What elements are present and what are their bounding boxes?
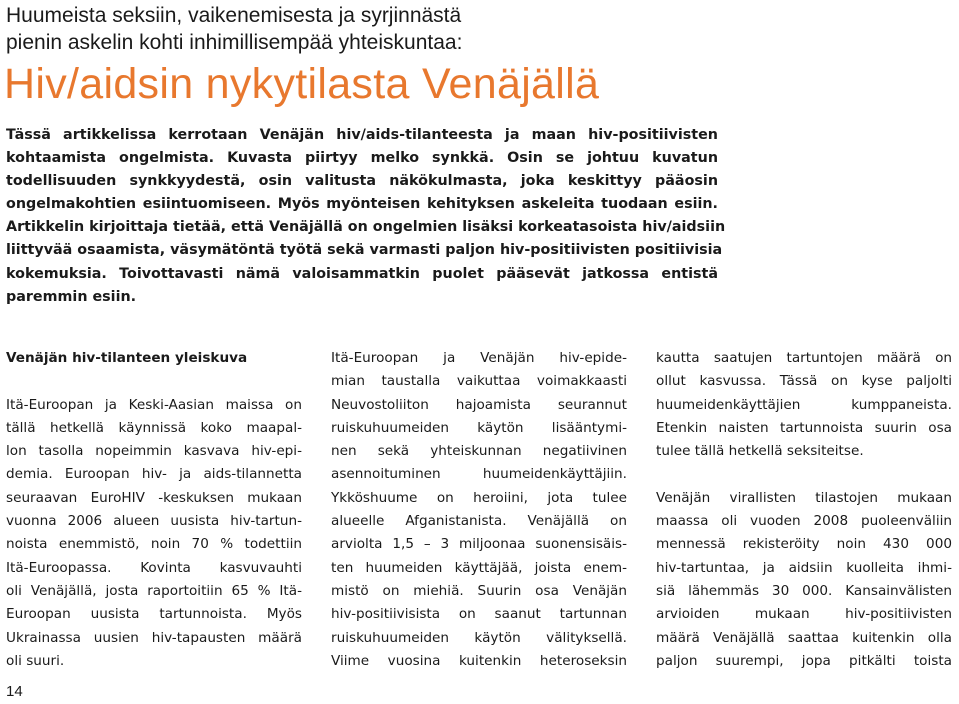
body-line: ten huumeiden käyttäjää, joista enem- xyxy=(331,559,627,576)
lead-line: todellisuuden synkkyydestä, osin valitusta näkökulmasta, joka keskittyy pääosin xyxy=(6,173,718,190)
body-line: ollut kasvussa. Tässä on kyse paljolti xyxy=(656,373,952,390)
page-number: 14 xyxy=(6,683,23,700)
column-1 xyxy=(6,347,302,673)
kicker-line: pienin askelin kohti inhimillisempää yhteiskuntaa: xyxy=(6,31,463,54)
body-line: huumeidenkäyttäjien kumppaneista. xyxy=(656,396,952,413)
body-line: lon tasolla nopeimmin kasvava hiv-epi- xyxy=(6,443,302,460)
article-title: Hiv/aidsin nykytilasta Venäjällä xyxy=(4,60,600,108)
body-line: paljon suurempi, jopa pitkälti toista xyxy=(656,652,952,669)
paragraph-gap xyxy=(656,463,952,486)
body-line: noista enemmistö, noin 70 % todettiin xyxy=(6,536,302,553)
body-line: Ukrainassa uusien hiv-tapausten määrä xyxy=(6,629,302,646)
body-line: Ykköshuume on heroiini, jota tulee xyxy=(331,489,627,506)
lead-line: liittyvää osaamista, väsymätöntä työtä sekä varmasti paljon hiv-positiivisten positiivisia xyxy=(6,242,723,259)
lead-line: kohtaamista ongelmista. Kuvasta piirtyy melko synkkä. Osin se johtuu kuvatun xyxy=(6,150,718,167)
column-2 xyxy=(331,347,627,673)
lead-line: Artikkelin kirjoittaja tietää, että Venäjällä on ongelmien lisäksi korkeatasoista hiv/aidsiin xyxy=(6,219,726,236)
body-line: asennoituminen huumeidenkäyttäjiin. xyxy=(331,466,627,483)
body-line: nen sekä yhteiskunnan negatiivinen xyxy=(331,443,627,460)
paragraph-gap xyxy=(6,370,302,393)
body-line: Itä-Euroopan ja Keski-Aasian maissa on xyxy=(6,396,302,413)
body-line: demia. Euroopan hiv- ja aids-tilannetta xyxy=(6,466,302,483)
lead-line: kokemuksia. Toivottavasti nämä valoisammatkin puolet pääsevät jatkossa entistä xyxy=(6,265,718,282)
body-line: vuonna 2006 alueen uusista hiv-tartun- xyxy=(6,513,302,530)
body-line: tällä hetkellä käynnissä koko maapal- xyxy=(6,419,302,436)
lead-line: Tässä artikkelissa kerrotaan Venäjän hiv/aids-tilanteesta ja maan hiv-positiivisten xyxy=(6,127,718,143)
body-line: hiv-tartuntaa, ja aidsiin kuolleita ihmi- xyxy=(656,559,952,576)
body-line: oli suuri. xyxy=(6,652,65,669)
body-line: Neuvostoliiton hajoamista seurannut xyxy=(331,396,627,413)
body-line: mennessä rekisteröity noin 430 000 xyxy=(656,536,952,553)
kicker-line: Huumeista seksiin, vaikenemisesta ja syrjinnästä xyxy=(6,4,462,27)
section-heading: Venäjän hiv-tilanteen yleiskuva xyxy=(6,350,248,366)
body-line: hiv-positiivisista on saanut tartunnan xyxy=(331,606,627,623)
body-line: tulee tällä hetkellä seksiteitse. xyxy=(656,443,864,460)
body-line: siä lähemmäs 30 000. Kansainvälisten xyxy=(656,582,952,599)
body-line: arviolta 1,5 – 3 miljoonaa suonensisäis- xyxy=(331,536,627,553)
lead-paragraph xyxy=(6,124,726,309)
body-line: Euroopan uusista tartunnoista. Myös xyxy=(6,606,302,623)
body-line: arvioiden mukaan hiv-positiivisten xyxy=(656,606,952,623)
body-line: ruiskuhuumeiden käytön välityksellä. xyxy=(331,629,627,646)
lead-line: paremmin esiin. xyxy=(6,288,137,305)
body-line: oli Venäjällä, josta raportoitiin 65 % Itä- xyxy=(6,582,302,599)
body-line: Viime vuosina kuitenkin heteroseksin xyxy=(331,652,627,669)
body-line: Venäjän virallisten tilastojen mukaan xyxy=(656,489,952,506)
body-line: Itä-Euroopan ja Venäjän hiv-epide- xyxy=(331,350,627,366)
body-line: Itä-Euroopassa. Kovinta kasvuvauhti xyxy=(6,559,302,576)
body-line: ruiskuhuumeiden käytön lisääntymi- xyxy=(331,419,627,436)
kicker xyxy=(6,2,526,56)
body-line: mistö on miehiä. Suurin osa Venäjän xyxy=(331,582,627,599)
body-line: määrä Venäjällä saattaa kuitenkin olla xyxy=(656,629,952,646)
body-line: mian taustalla vaikuttaa voimakkaasti xyxy=(331,373,627,390)
column-3 xyxy=(656,347,952,673)
body-line: seuraavan EuroHIV -keskuksen mukaan xyxy=(6,489,302,506)
body-line: alueelle Afganistanista. Venäjällä on xyxy=(331,513,627,530)
body-line: Etenkin naisten tartunnoista suurin osa xyxy=(656,419,952,436)
lead-line: ongelmakohtien esiintuomiseen. Myös myönteisen kehityksen askeleita tuodaan esiin. xyxy=(6,196,718,213)
body-line: kautta saatujen tartuntojen määrä on xyxy=(656,350,952,366)
body-line: maassa oli vuoden 2008 puoleenväliin xyxy=(656,513,952,530)
